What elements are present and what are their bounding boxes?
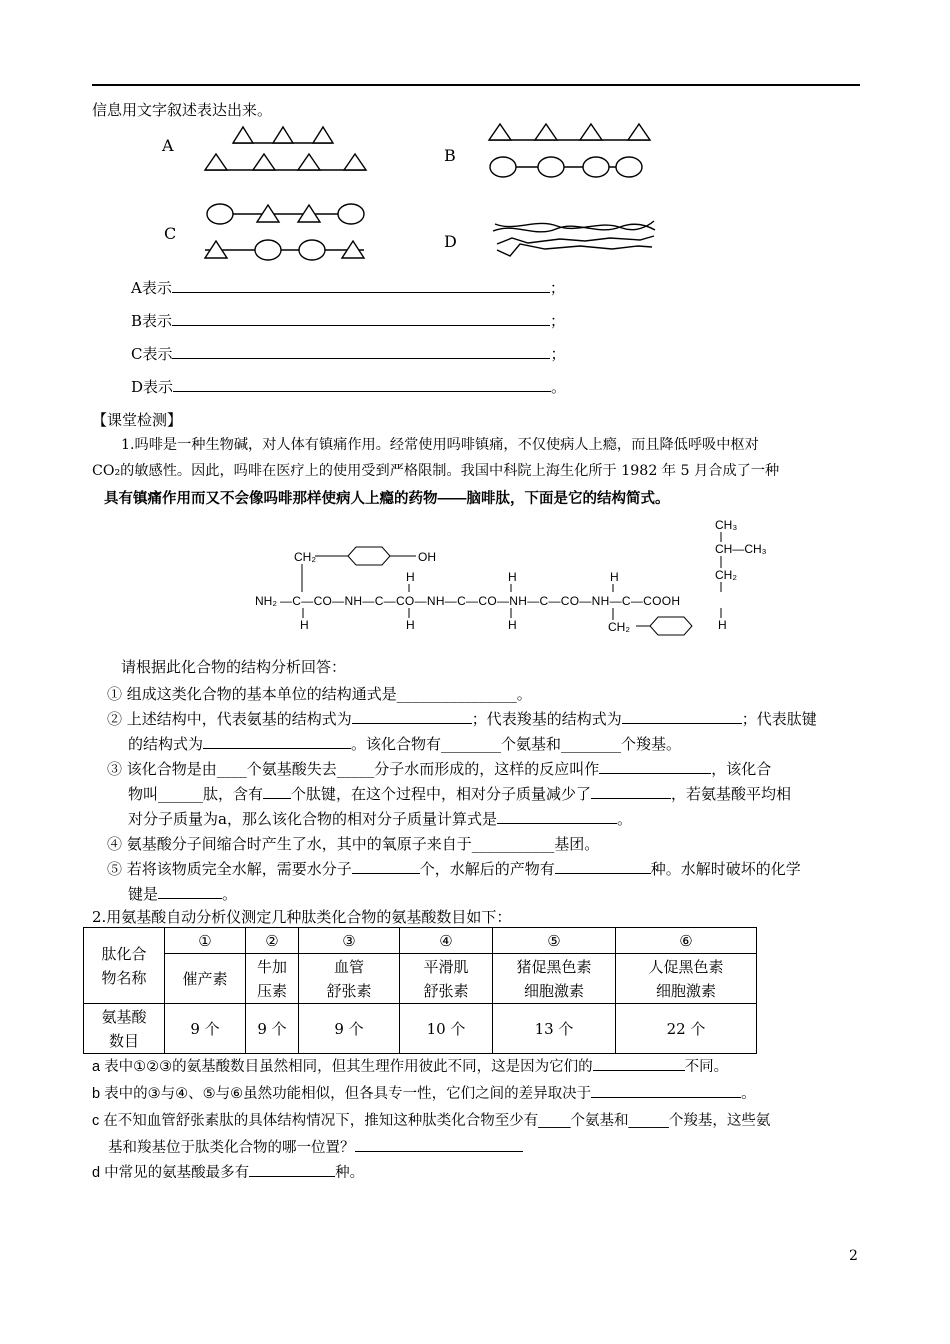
intro-text: 信息用文字叙述表达出来。 — [92, 101, 273, 119]
page-number: 2 — [849, 1248, 858, 1264]
diagram-c-bottom — [205, 240, 364, 260]
q2-item-a: a 表中①②③的氨基酸数目虽然相同，但其生理作用彼此不同，这是因为它们的 不同。 — [92, 1059, 729, 1075]
q2-item-d: d 中常见的氨基酸最多有 种。 — [92, 1165, 365, 1181]
peptide-table — [83, 927, 757, 1054]
answer-line-d[interactable]: D表示 。 — [131, 378, 567, 396]
q1-line1: 1.吗啡是一种生物碱，对人体有镇痛作用。经常使用吗啡镇痛，不仅使病人上瘾，而且降低呼吸中枢对 — [121, 437, 759, 453]
table-row-header-name: 肽化合 物名称 — [84, 928, 165, 1004]
diagram-d-wavy — [493, 221, 655, 256]
struct-h: H — [406, 618, 415, 632]
sub-question-2-line1: ② 上述结构中，代表氨基的结构式为 ；代表羧基的结构式为 ；代表肽键 — [107, 710, 817, 728]
diagram-label-d: D — [444, 232, 457, 251]
table-col-num: ① — [165, 928, 246, 954]
diagram-b-top — [489, 124, 650, 140]
sub-question-3-line3: 对分子质量为a，那么该化合物的相对分子质量计算式是 。 — [128, 810, 632, 828]
struct-h: H — [300, 618, 309, 632]
chain-diagrams — [0, 0, 950, 300]
table-cell-count: 9 个 — [165, 1004, 246, 1054]
sub-question-2-line2: 的结构式为 。该化合物有________个氨基和________个羧基。 — [128, 735, 682, 753]
benzene-rings — [250, 512, 790, 642]
struct-ch2-bottom: CH₂ — [608, 620, 630, 634]
struct-ch3: CH₃ — [715, 518, 738, 532]
table-cell-name: 猪促黑色素 细胞激素 — [493, 954, 616, 1004]
diagram-label-a: A — [162, 136, 174, 155]
answer-line-b[interactable]: B表示 ； — [131, 312, 566, 330]
table-cell-name: 血管 舒张素 — [299, 954, 400, 1004]
struct-h: H — [508, 570, 517, 584]
table-cell-count: 10 个 — [400, 1004, 493, 1054]
table-cell-count: 9 个 — [299, 1004, 400, 1054]
struct-h: H — [610, 570, 619, 584]
sub-question-3-line1: ③ 该化合物是由____个氨基酸失去_____分子水而形成的，这样的反应叫作 ，该化合 — [107, 760, 772, 778]
table-cell-name: 人促黑色素 细胞激素 — [616, 954, 757, 1004]
structure-formula — [250, 512, 790, 642]
diagram-b-bottom — [490, 157, 642, 177]
sub-question-3-line2: 物叫______肽，含有 个肽键，在这个过程中，相对分子质量减少了 ，若氨基酸平均相 — [128, 785, 792, 803]
struct-ch2-left: CH₂ — [294, 550, 316, 564]
table-cell-name: 牛加 压素 — [246, 954, 299, 1004]
table-row-header-count: 氨基酸 数目 — [84, 1004, 165, 1054]
struct-h: H — [406, 570, 415, 584]
analysis-prompt: 请根据此化合物的结构分析回答： — [121, 658, 347, 676]
table-col-num: ⑥ — [616, 928, 757, 954]
sub-question-1: ① 组成这类化合物的基本单位的结构通式是________________。 — [107, 685, 532, 703]
q2-title: 2.用氨基酸自动分析仪测定几种肽类化合物的氨基酸数目如下： — [92, 908, 512, 926]
diagram-a-top — [233, 127, 333, 143]
section-title: 【课堂检测】 — [92, 411, 183, 429]
sub-question-5-line2: 键是 。 — [128, 885, 238, 903]
table-cell-count: 9 个 — [246, 1004, 299, 1054]
struct-oh: OH — [418, 550, 436, 564]
struct-ch2-right: CH₂ — [715, 568, 737, 582]
struct-h: H — [718, 618, 727, 632]
table-cell-name: 催产素 — [165, 954, 246, 1004]
diagram-a-bottom — [205, 154, 366, 170]
q1-line3: 具有镇痛作用而又不会像吗啡那样使病人上瘾的药物——脑啡肽，下面是它的结构简式。 — [104, 491, 670, 507]
q1-line2: CO₂的敏感性。因此，吗啡在医疗上的使用受到严格限制。我国中科院上海生化所于 1982 年 5 月合成了一种 — [92, 463, 780, 479]
sub-question-4: ④ 氨基酸分子间缩合时产生了水，其中的氧原子来自于___________基团。 — [107, 835, 600, 853]
struct-nh2: NH₂ — [255, 594, 277, 608]
table-cell-count: 13 个 — [493, 1004, 616, 1054]
answer-line-a[interactable]: A表示 ； — [131, 279, 565, 297]
diagram-c-top — [207, 204, 364, 224]
table-col-num: ② — [246, 928, 299, 954]
diagram-label-b: B — [444, 146, 456, 165]
table-cell-name: 平滑肌 舒张素 — [400, 954, 493, 1004]
table-col-num: ⑤ — [493, 928, 616, 954]
sub-question-5-line1: ⑤ 若将该物质完全水解，需要水分子 个，水解后的产物有 种。水解时破坏的化学 — [107, 860, 801, 878]
struct-chain: —C—CO—NH—C—CO—NH—C—CO—NH—C—CO—NH—C—COOH — [280, 594, 681, 608]
q2-item-b: b 表中的③与④、⑤与⑥虽然功能相似，但各具专一性，它们之间的差异取决于 。 — [92, 1086, 756, 1102]
table-col-num: ④ — [400, 928, 493, 954]
struct-ch-ch3: CH—CH₃ — [715, 542, 767, 556]
struct-h: H — [508, 618, 517, 632]
table-cell-count: 22 个 — [616, 1004, 757, 1054]
answer-line-c[interactable]: C表示 ； — [131, 345, 566, 363]
q2-item-c-line2: 基和羧基位于肽类化合物的哪一位置？ — [108, 1136, 523, 1157]
q2-item-c-line1: c 在不知血管舒张素肽的具体结构情况下，推知这种肽类化合物至少有____个氨基和_____个羧基，这些氨 — [92, 1113, 771, 1129]
table-col-num: ③ — [299, 928, 400, 954]
diagram-label-c: C — [164, 224, 177, 243]
